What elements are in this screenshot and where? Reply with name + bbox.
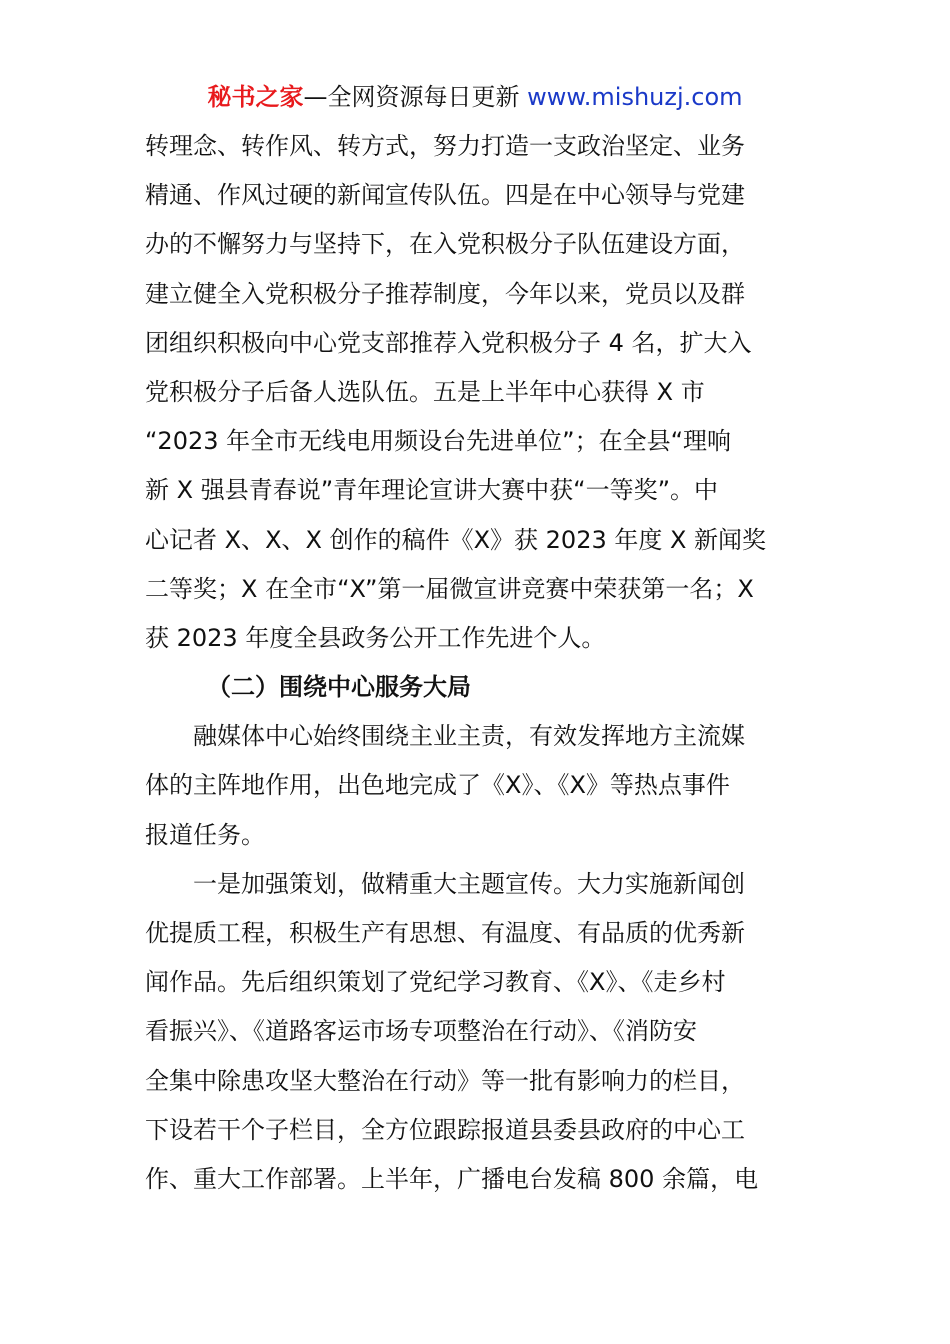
text-line: 建立健全入党积极分子推荐制度，今年以来，党员以及群 xyxy=(145,279,745,308)
site-tagline: —全网资源每日更新 xyxy=(303,83,520,111)
site-brand: 秘书之家 xyxy=(207,83,304,111)
text-line: 转理念、转作风、转方式，努力打造一支政治坚定、业务 xyxy=(145,132,745,160)
paragraph-first-line: 融媒体中心始终围绕主业主责，有效发挥地方主流媒 xyxy=(193,722,745,751)
site-url-link[interactable]: www.mishuzj.com xyxy=(527,83,743,111)
text-line: 二等奖；X 在全市“X”第一届微宣讲竞赛中荣获第一名；X xyxy=(145,574,754,603)
site-header xyxy=(0,80,950,114)
text-line: 体的主阵地作用，出色地完成了《X》、《X》等热点事件 xyxy=(145,771,730,800)
text-line: “2023 年全市无线电用频设台先进单位”；在全县“理响 xyxy=(145,427,732,456)
text-line: 获 2023 年度全县政务公开工作先进个人。 xyxy=(145,623,606,652)
text-line: 心记者 X、X、X 创作的稿件《X》获 2023 年度 X 新闻奖 xyxy=(145,525,767,554)
text-line: 全集中除患攻坚大整治在行动》等一批有影响力的栏目， xyxy=(145,1066,745,1095)
text-line: 作、重大工作部署。上半年，广播电台发稿 800 余篇，电 xyxy=(145,1164,759,1193)
text-line: 优提质工程，积极生产有思想、有温度、有品质的优秀新 xyxy=(145,919,745,947)
document-body xyxy=(145,122,817,1204)
text-line: 闻作品。先后组织策划了党纪学习教育、《X》、《走乡村 xyxy=(145,968,726,997)
text-line: 团组织积极向中心党支部推荐入党积极分子 4 名，扩大入 xyxy=(145,328,752,357)
section-heading: （二）围绕中心服务大局 xyxy=(207,673,471,702)
text-line: 办的不懈努力与坚持下，在入党积极分子队伍建设方面， xyxy=(145,230,745,259)
text-line: 下设若干个子栏目，全方位跟踪报道县委县政府的中心工 xyxy=(145,1115,745,1144)
paragraph-first-line: 一是加强策划，做精重大主题宣传。大力实施新闻创 xyxy=(193,869,745,898)
text-line: 党积极分子后备人选队伍。五是上半年中心获得 X 市 xyxy=(145,377,705,406)
text-line: 精通、作风过硬的新闻宣传队伍。四是在中心领导与党建 xyxy=(145,181,745,210)
text-line: 新 X 强县青春说”青年理论宣讲大赛中获“一等奖”。中 xyxy=(145,476,718,505)
text-line: 看振兴》、《道路客运市场专项整治在行动》、《消防安 xyxy=(145,1017,697,1046)
text-line: 报道任务。 xyxy=(145,820,265,849)
